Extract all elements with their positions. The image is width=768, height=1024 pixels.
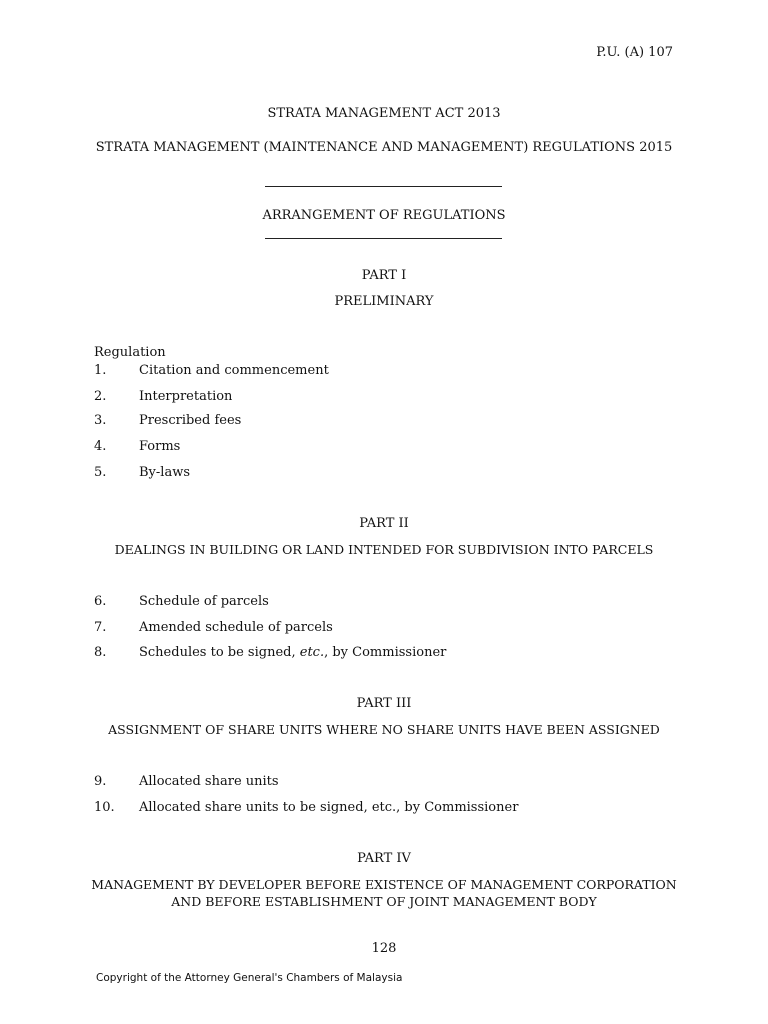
divider-top — [265, 186, 502, 187]
regulation-title-text: , by Commissioner — [324, 645, 447, 660]
regulation-number: 2. — [94, 389, 107, 404]
regulation-number: 4. — [94, 439, 107, 454]
regulation-title: Prescribed fees — [139, 413, 242, 428]
regulation-number: 7. — [94, 620, 107, 635]
gazette-reference: P.U. (A) 107 — [596, 45, 673, 60]
regulation-title-italic: etc. — [299, 645, 325, 660]
regulation-title: Allocated share units to be signed, etc., by Commissioner — [139, 800, 519, 815]
act-title: STRATA MANAGEMENT ACT 2013 — [267, 106, 501, 121]
arrangement-title: ARRANGEMENT OF REGULATIONS — [262, 208, 506, 223]
regulation-number: 5. — [94, 465, 107, 480]
part-label: PART I — [361, 268, 407, 283]
part-label: PART II — [359, 516, 409, 531]
regulation-title: Interpretation — [139, 389, 233, 404]
regulation-title: Amended schedule of parcels — [139, 620, 333, 635]
regulation-title: Forms — [139, 439, 181, 454]
part-heading: DEALINGS IN BUILDING OR LAND INTENDED FOR SUBDIVISION INTO PARCELS — [114, 542, 654, 557]
regulation-number: 6. — [94, 594, 107, 609]
part-label: PART IV — [357, 851, 411, 866]
regulation-title: Allocated share units — [139, 774, 279, 789]
regulation-number: 9. — [94, 774, 107, 789]
regulations-title: STRATA MANAGEMENT (MAINTENANCE AND MANAGEMENT) REGULATIONS 2015 — [95, 140, 673, 155]
copyright-footer: Copyright of the Attorney General's Chambers of Malaysia — [96, 972, 403, 984]
part-label: PART III — [356, 696, 412, 711]
regulation-title: By-laws — [139, 465, 190, 480]
regulation-title — [139, 645, 446, 660]
regulation-number: 10. — [94, 800, 115, 815]
regulation-title: Citation and commencement — [139, 363, 329, 378]
regulation-number: 8. — [94, 645, 107, 660]
regulation-column-label: Regulation — [94, 345, 166, 360]
part-heading: MANAGEMENT BY DEVELOPER BEFORE EXISTENCE OF MANAGEMENT CORPORATION — [91, 877, 677, 892]
page-number: 128 — [371, 941, 397, 956]
part-heading: PRELIMINARY — [334, 294, 434, 309]
part-heading: ASSIGNMENT OF SHARE UNITS WHERE NO SHARE UNITS HAVE BEEN ASSIGNED — [108, 722, 660, 737]
part-heading-continued: AND BEFORE ESTABLISHMENT OF JOINT MANAGEMENT BODY — [171, 894, 597, 909]
regulation-number: 3. — [94, 413, 107, 428]
divider-bottom — [265, 238, 502, 239]
regulation-number: 1. — [94, 363, 107, 378]
regulation-title: Schedule of parcels — [139, 594, 269, 609]
regulation-title-text: Schedules to be signed, — [139, 645, 300, 660]
